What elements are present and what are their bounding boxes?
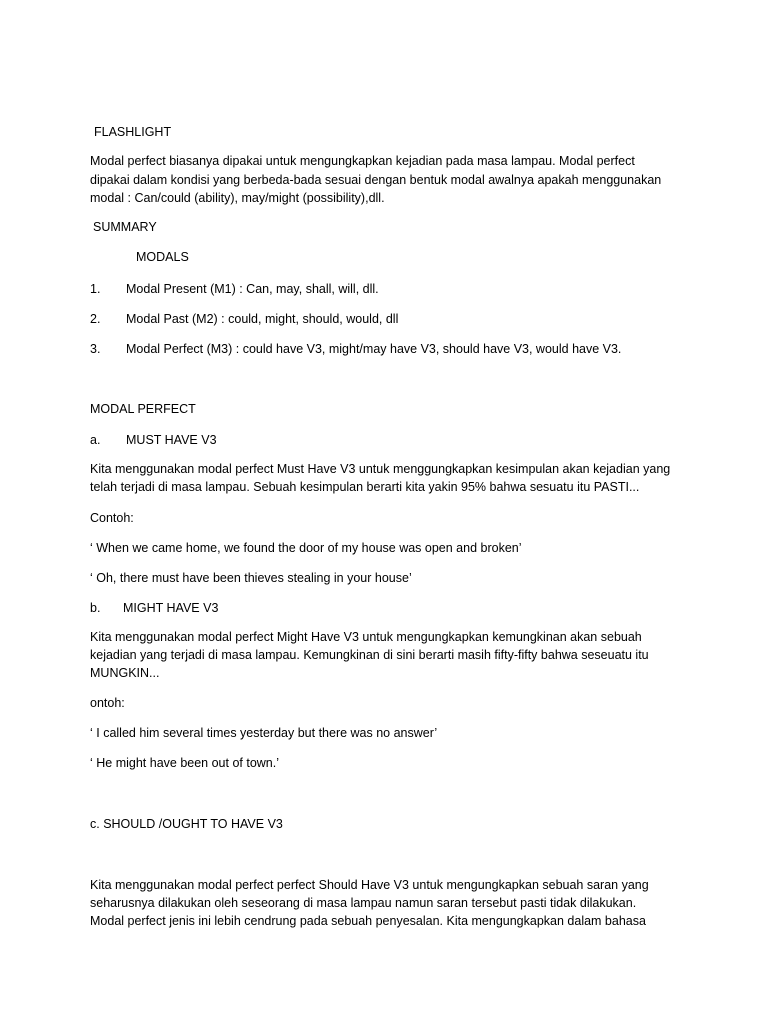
section-b-letter: b. xyxy=(90,601,101,615)
intro-line-3: modal : Can/could (ability), may/might (possibility),dll. xyxy=(90,191,385,205)
list-num-3: 3. xyxy=(90,342,101,356)
section-b-example-label: ontoh: xyxy=(90,696,125,710)
list-item-2: Modal Past (M2) : could, might, should, would, dll xyxy=(126,312,399,326)
modals-title: MODALS xyxy=(136,250,189,264)
section-b-body-2: kejadian yang terjadi di masa lampau. Kemungkinan di sini berarti masih fifty-fifty bahwa seseuatu itu xyxy=(90,648,649,662)
doc-heading: FLASHLIGHT xyxy=(94,125,172,139)
list-num-2: 2. xyxy=(90,312,101,326)
section-c-title: c. SHOULD /OUGHT TO HAVE V3 xyxy=(90,817,283,831)
list-item-1: Modal Present (M1) : Can, may, shall, will, dll. xyxy=(126,282,379,296)
section-b-example-1: ‘ I called him several times yesterday but there was no answer’ xyxy=(90,726,438,740)
section-a-title: MUST HAVE V3 xyxy=(126,433,217,447)
section-a-letter: a. xyxy=(90,433,101,447)
list-item-3: Modal Perfect (M3) : could have V3, might/may have V3, should have V3, would have V3. xyxy=(126,342,622,356)
section-b-example-2: ‘ He might have been out of town.’ xyxy=(90,756,280,770)
intro-line-2: dipakai dalam kondisi yang berbeda-bada sesuai dengan bentuk modal awalnya apakah menggunakan xyxy=(90,173,662,187)
section-c-body-3: Modal perfect jenis ini lebih cendrung pada sebuah penyesalan. Kita mengungkapkan dalam bahasa xyxy=(90,914,646,928)
section-a-example-label: Contoh: xyxy=(90,511,134,525)
section-b-body-3: MUNGKIN... xyxy=(90,666,160,680)
summary-title: SUMMARY xyxy=(93,220,157,234)
section-a-example-2: ‘ Oh, there must have been thieves stealing in your house’ xyxy=(90,571,412,585)
section-a-body-2: telah terjadi di masa lampau. Sebuah kesimpulan berarti kita yakin 95% bahwa sesuatu itu PASTI... xyxy=(90,480,640,494)
section-b-title: MIGHT HAVE V3 xyxy=(123,601,219,615)
section-b-body-1: Kita menggunakan modal perfect Might Have V3 untuk mengungkapkan kemungkinan akan sebuah xyxy=(90,630,642,644)
intro-line-1: Modal perfect biasanya dipakai untuk mengungkapkan kejadian pada masa lampau. Modal perfect xyxy=(90,154,635,168)
list-num-1: 1. xyxy=(90,282,101,296)
section-c-body-1: Kita menggunakan modal perfect perfect Should Have V3 untuk mengungkapkan sebuah saran yang xyxy=(90,878,649,892)
section-a-example-1: ‘ When we came home, we found the door of my house was open and broken’ xyxy=(90,541,522,555)
section-a-body-1: Kita menggunakan modal perfect Must Have V3 untuk menggungkapkan kesimpulan akan kejadian yang xyxy=(90,462,671,476)
section-c-body-2: seharusnya dilakukan oleh seseorang di masa lampau namun saran tersebut pasti tidak dilakukan. xyxy=(90,896,637,910)
modal-perfect-title: MODAL PERFECT xyxy=(90,402,196,416)
